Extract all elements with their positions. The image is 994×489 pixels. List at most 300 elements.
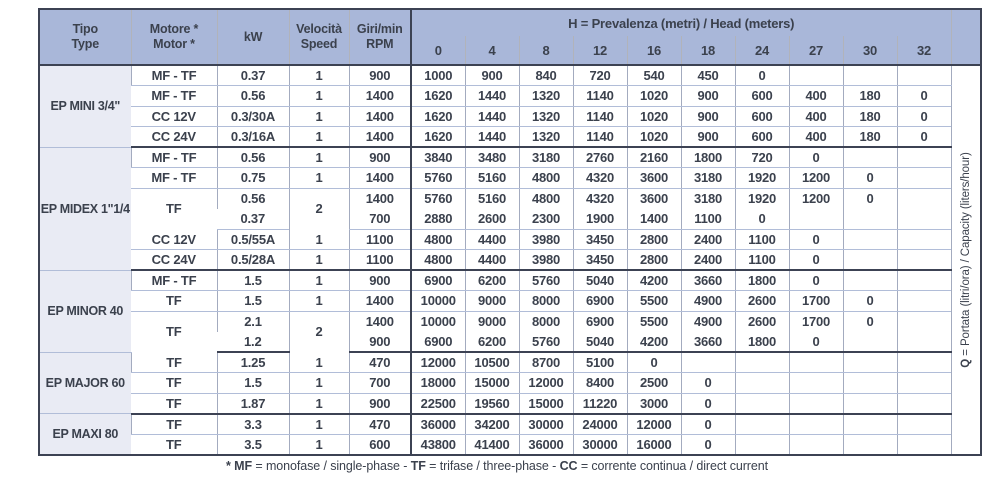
value-cell: 3450 [573, 229, 627, 250]
value-cell: 5760 [519, 332, 573, 353]
value-cell [897, 332, 951, 353]
value-cell: 9000 [465, 311, 519, 332]
table-row [39, 65, 981, 86]
speed-cell: 1 [289, 127, 349, 148]
value-cell [789, 352, 843, 373]
value-cell: 3000 [627, 393, 681, 414]
value-cell: 1620 [411, 127, 465, 148]
head-column-30: 30 [843, 36, 897, 65]
value-cell: 2400 [681, 229, 735, 250]
footnote-part: = trifase / three-phase - [425, 459, 560, 473]
value-cell: 1320 [519, 86, 573, 107]
rpm-cell: 1400 [349, 106, 411, 127]
value-cell: 5040 [573, 332, 627, 353]
value-cell [789, 414, 843, 435]
head-column-8: 8 [519, 36, 573, 65]
motor-cell: MF - TF [131, 86, 217, 107]
table-row [39, 434, 981, 455]
value-cell [681, 352, 735, 373]
value-cell: 1020 [627, 106, 681, 127]
speed-cell: 1 [289, 86, 349, 107]
rpm-cell: 470 [349, 414, 411, 435]
value-cell: 720 [573, 65, 627, 86]
value-cell [897, 311, 951, 332]
head-column-32: 32 [897, 36, 951, 65]
value-cell: 1100 [735, 250, 789, 271]
rpm-cell: 700 [349, 373, 411, 394]
rpm-cell: 700 [349, 209, 411, 230]
value-cell: 10000 [411, 291, 465, 312]
value-cell: 2400 [681, 250, 735, 271]
table-row [39, 147, 981, 168]
capacity-column-header-spacer [951, 9, 981, 65]
value-cell: 0 [735, 65, 789, 86]
value-cell: 2160 [627, 147, 681, 168]
value-cell: 0 [843, 291, 897, 312]
kw-cell: 0.56 [217, 188, 289, 209]
motor-cell: TF [131, 291, 217, 312]
value-cell: 0 [789, 270, 843, 291]
table-header [39, 9, 981, 65]
value-cell [789, 209, 843, 230]
value-cell: 1900 [573, 209, 627, 230]
rpm-cell: 1100 [349, 229, 411, 250]
kw-cell: 1.87 [217, 393, 289, 414]
value-cell: 6900 [411, 332, 465, 353]
value-cell: 2600 [465, 209, 519, 230]
value-cell: 5100 [573, 352, 627, 373]
value-cell: 900 [681, 127, 735, 148]
rpm-cell: 900 [349, 332, 411, 353]
speed-cell: 1 [289, 270, 349, 291]
value-cell: 15000 [465, 373, 519, 394]
value-cell [789, 434, 843, 455]
column-header-type [39, 9, 131, 65]
value-cell [897, 393, 951, 414]
motor-cell: MF - TF [131, 147, 217, 168]
value-cell [897, 188, 951, 209]
value-cell [897, 434, 951, 455]
footnote-part: * MF [226, 459, 253, 473]
value-cell: 2600 [735, 311, 789, 332]
rpm-cell: 470 [349, 352, 411, 373]
motor-cell: TF [131, 414, 217, 435]
table-row [39, 393, 981, 414]
rpm-cell: 1400 [349, 168, 411, 189]
value-cell: 22500 [411, 393, 465, 414]
value-cell: 1200 [789, 168, 843, 189]
value-cell: 1620 [411, 106, 465, 127]
value-cell: 0 [843, 311, 897, 332]
value-cell: 11220 [573, 393, 627, 414]
kw-cell: 0.37 [217, 209, 289, 230]
value-cell: 2800 [627, 229, 681, 250]
speed-cell: 1 [289, 250, 349, 271]
table-row [39, 250, 981, 271]
kw-cell: 3.3 [217, 414, 289, 435]
value-cell [843, 209, 897, 230]
table-row [39, 127, 981, 148]
value-cell: 34200 [465, 414, 519, 435]
value-cell [843, 434, 897, 455]
value-cell [789, 393, 843, 414]
value-cell: 19560 [465, 393, 519, 414]
value-cell [897, 65, 951, 86]
value-cell: 3980 [519, 229, 573, 250]
table-row [39, 373, 981, 394]
table-row [39, 291, 981, 312]
value-cell: 1440 [465, 127, 519, 148]
value-cell [789, 373, 843, 394]
value-cell [843, 65, 897, 86]
value-cell: 900 [465, 65, 519, 86]
value-cell: 5040 [573, 270, 627, 291]
kw-cell: 1.2 [217, 332, 289, 353]
kw-cell: 1.5 [217, 291, 289, 312]
motor-cell: MF - TF [131, 168, 217, 189]
group-label-cell: EP MAJOR 60 [39, 352, 131, 414]
value-cell: 3450 [573, 250, 627, 271]
value-cell: 2600 [735, 291, 789, 312]
footnote [0, 459, 994, 473]
value-cell: 0 [897, 86, 951, 107]
table-row [39, 86, 981, 107]
value-cell: 30000 [519, 414, 573, 435]
capacity-axis-label: Q = Portata (litri/ora) / Capacity (liters/hour) [959, 152, 972, 368]
value-cell: 6200 [465, 332, 519, 353]
value-cell: 180 [843, 127, 897, 148]
value-cell: 4200 [627, 270, 681, 291]
value-cell: 4900 [681, 311, 735, 332]
column-header-rpm-en: RPM [366, 37, 394, 51]
rpm-cell: 900 [349, 270, 411, 291]
rpm-cell: 1400 [349, 291, 411, 312]
group-label-cell: EP MAXI 80 [39, 414, 131, 455]
speed-cell: 1 [289, 434, 349, 455]
head-symbol: H [568, 15, 578, 31]
value-cell [735, 352, 789, 373]
value-cell: 12000 [627, 414, 681, 435]
value-cell: 4200 [627, 332, 681, 353]
value-cell: 400 [789, 106, 843, 127]
value-cell: 0 [843, 188, 897, 209]
value-cell: 5160 [465, 168, 519, 189]
column-header-rpm-it: Giri/min [356, 22, 403, 37]
value-cell: 4400 [465, 250, 519, 271]
value-cell: 0 [789, 147, 843, 168]
value-cell [897, 270, 951, 291]
value-cell: 1920 [735, 168, 789, 189]
value-cell: 4400 [465, 229, 519, 250]
value-cell: 0 [897, 127, 951, 148]
column-header-rpm [349, 9, 411, 65]
head-column-18: 18 [681, 36, 735, 65]
speed-cell: 2 [289, 311, 349, 352]
value-cell [735, 434, 789, 455]
table-body [39, 65, 981, 455]
column-header-motor [131, 9, 217, 65]
table-row [39, 311, 981, 332]
rpm-cell: 1100 [349, 250, 411, 271]
kw-cell: 0.5/55A [217, 229, 289, 250]
value-cell: 6900 [573, 291, 627, 312]
value-cell: 5760 [519, 270, 573, 291]
value-cell: 5500 [627, 311, 681, 332]
value-cell [735, 393, 789, 414]
value-cell: 840 [519, 65, 573, 86]
table-row [39, 188, 981, 209]
motor-cell: MF - TF [131, 65, 217, 86]
value-cell: 0 [681, 414, 735, 435]
value-cell: 1140 [573, 86, 627, 107]
speed-cell: 1 [289, 291, 349, 312]
value-cell [843, 352, 897, 373]
value-cell: 1200 [789, 188, 843, 209]
table-row [39, 270, 981, 291]
value-cell: 540 [627, 65, 681, 86]
motor-cell: TF [131, 352, 217, 373]
value-cell: 600 [735, 127, 789, 148]
value-cell: 1700 [789, 311, 843, 332]
value-cell: 1000 [411, 65, 465, 86]
speed-cell: 1 [289, 373, 349, 394]
value-cell [735, 373, 789, 394]
footnote-part: TF [410, 459, 426, 473]
value-cell [897, 168, 951, 189]
value-cell: 4900 [681, 291, 735, 312]
value-cell: 1320 [519, 127, 573, 148]
value-cell: 10500 [465, 352, 519, 373]
head-column-12: 12 [573, 36, 627, 65]
kw-cell: 1.5 [217, 373, 289, 394]
motor-cell: TF [131, 188, 217, 229]
value-cell: 1440 [465, 86, 519, 107]
value-cell: 0 [843, 168, 897, 189]
value-cell: 2500 [627, 373, 681, 394]
value-cell: 3180 [681, 168, 735, 189]
group-label-cell: EP MINI 3/4" [39, 65, 131, 147]
value-cell: 5760 [411, 168, 465, 189]
column-header-motor-en: Motor * [153, 37, 195, 51]
value-cell: 41400 [465, 434, 519, 455]
capacity-axis-cell [951, 65, 981, 455]
value-cell: 24000 [573, 414, 627, 435]
value-cell [897, 414, 951, 435]
speed-cell: 1 [289, 229, 349, 250]
value-cell: 180 [843, 86, 897, 107]
value-cell: 3660 [681, 270, 735, 291]
table-row [39, 229, 981, 250]
value-cell: 720 [735, 147, 789, 168]
table-row [39, 414, 981, 435]
speed-cell: 1 [289, 168, 349, 189]
value-cell: 0 [681, 373, 735, 394]
value-cell: 0 [681, 434, 735, 455]
kw-cell: 0.5/28A [217, 250, 289, 271]
value-cell [843, 393, 897, 414]
speed-cell: 1 [289, 393, 349, 414]
value-cell: 3600 [627, 168, 681, 189]
group-label-cell: EP MIDEX 1"1/4 [39, 147, 131, 270]
value-cell: 3980 [519, 250, 573, 271]
value-cell: 0 [681, 393, 735, 414]
value-cell: 4800 [519, 168, 573, 189]
table-row [39, 168, 981, 189]
rpm-cell: 900 [349, 65, 411, 86]
value-cell: 1800 [681, 147, 735, 168]
value-cell: 1620 [411, 86, 465, 107]
value-cell: 6900 [573, 311, 627, 332]
value-cell: 2880 [411, 209, 465, 230]
value-cell: 8000 [519, 291, 573, 312]
value-cell: 0 [897, 106, 951, 127]
value-cell: 30000 [573, 434, 627, 455]
value-cell: 9000 [465, 291, 519, 312]
value-cell: 4800 [519, 188, 573, 209]
speed-cell: 1 [289, 65, 349, 86]
speed-cell: 2 [289, 188, 349, 229]
column-header-kw [217, 9, 289, 65]
kw-cell: 0.75 [217, 168, 289, 189]
value-cell: 400 [789, 86, 843, 107]
value-cell: 5160 [465, 188, 519, 209]
value-cell: 1020 [627, 127, 681, 148]
rpm-cell: 600 [349, 434, 411, 455]
value-cell: 8400 [573, 373, 627, 394]
value-cell: 1800 [735, 332, 789, 353]
head-title-text: = Prevalenza (metri) / Head (meters) [577, 15, 795, 31]
footnote-part: = monofase / single-phase - [252, 459, 411, 473]
value-cell: 18000 [411, 373, 465, 394]
kw-cell: 1.25 [217, 352, 289, 373]
value-cell: 10000 [411, 311, 465, 332]
rpm-cell: 1400 [349, 86, 411, 107]
rpm-cell: 1400 [349, 127, 411, 148]
kw-cell: 0.3/16A [217, 127, 289, 148]
kw-cell: 2.1 [217, 311, 289, 332]
kw-cell: 0.3/30A [217, 106, 289, 127]
value-cell: 4320 [573, 168, 627, 189]
value-cell: 8000 [519, 311, 573, 332]
value-cell: 3840 [411, 147, 465, 168]
table-row [39, 106, 981, 127]
head-column-4: 4 [465, 36, 519, 65]
value-cell [897, 250, 951, 271]
head-meters-header [411, 9, 951, 36]
value-cell: 5500 [627, 291, 681, 312]
value-cell: 3180 [681, 188, 735, 209]
value-cell [735, 414, 789, 435]
value-cell [897, 209, 951, 230]
kw-cell: 0.56 [217, 147, 289, 168]
value-cell: 6200 [465, 270, 519, 291]
rpm-cell: 900 [349, 147, 411, 168]
value-cell: 1140 [573, 106, 627, 127]
value-cell: 900 [681, 86, 735, 107]
motor-cell: CC 24V [131, 250, 217, 271]
value-cell [843, 250, 897, 271]
value-cell [897, 147, 951, 168]
motor-cell: MF - TF [131, 270, 217, 291]
rpm-cell: 900 [349, 393, 411, 414]
column-header-type-it: Tipo [72, 22, 98, 37]
value-cell: 0 [789, 250, 843, 271]
value-cell: 2800 [627, 250, 681, 271]
column-header-type-en: Type [71, 37, 99, 51]
value-cell [843, 270, 897, 291]
head-column-0: 0 [411, 36, 465, 65]
column-header-motor-it: Motore * [149, 22, 199, 37]
speed-cell: 1 [289, 106, 349, 127]
value-cell: 1140 [573, 127, 627, 148]
kw-cell: 0.37 [217, 65, 289, 86]
value-cell: 15000 [519, 393, 573, 414]
motor-cell: CC 12V [131, 229, 217, 250]
value-cell [897, 229, 951, 250]
motor-cell: CC 24V [131, 127, 217, 148]
value-cell: 1920 [735, 188, 789, 209]
value-cell: 4800 [411, 250, 465, 271]
column-header-speed [289, 9, 349, 65]
motor-cell: TF [131, 311, 217, 352]
value-cell [897, 373, 951, 394]
value-cell: 0 [735, 209, 789, 230]
value-cell: 1700 [789, 291, 843, 312]
pump-performance-table [38, 8, 982, 456]
value-cell [843, 332, 897, 353]
motor-cell: CC 12V [131, 106, 217, 127]
column-header-speed-it: Velocità [296, 22, 342, 37]
value-cell: 1020 [627, 86, 681, 107]
value-cell: 12000 [519, 373, 573, 394]
kw-cell: 3.5 [217, 434, 289, 455]
value-cell: 3600 [627, 188, 681, 209]
value-cell [897, 352, 951, 373]
kw-cell: 1.5 [217, 270, 289, 291]
value-cell: 3480 [465, 147, 519, 168]
column-header-speed-en: Speed [300, 37, 338, 51]
footnote-part: CC [559, 459, 578, 473]
rpm-cell: 1400 [349, 311, 411, 332]
value-cell [789, 65, 843, 86]
value-cell: 900 [681, 106, 735, 127]
value-cell: 1100 [681, 209, 735, 230]
rpm-cell: 1400 [349, 188, 411, 209]
value-cell: 600 [735, 86, 789, 107]
value-cell: 400 [789, 127, 843, 148]
value-cell: 12000 [411, 352, 465, 373]
value-cell: 36000 [519, 434, 573, 455]
speed-cell: 1 [289, 414, 349, 435]
value-cell: 1400 [627, 209, 681, 230]
head-column-27: 27 [789, 36, 843, 65]
value-cell: 180 [843, 106, 897, 127]
value-cell: 2760 [573, 147, 627, 168]
value-cell: 3660 [681, 332, 735, 353]
value-cell [843, 414, 897, 435]
value-cell: 4800 [411, 229, 465, 250]
value-cell [843, 229, 897, 250]
value-cell [843, 373, 897, 394]
speed-cell: 1 [289, 352, 349, 373]
motor-cell: TF [131, 434, 217, 455]
head-column-16: 16 [627, 36, 681, 65]
value-cell: 6900 [411, 270, 465, 291]
kw-cell: 0.56 [217, 86, 289, 107]
group-label-cell: EP MINOR 40 [39, 270, 131, 352]
footnote-part: = corrente continua / direct current [577, 459, 768, 473]
value-cell: 0 [627, 352, 681, 373]
